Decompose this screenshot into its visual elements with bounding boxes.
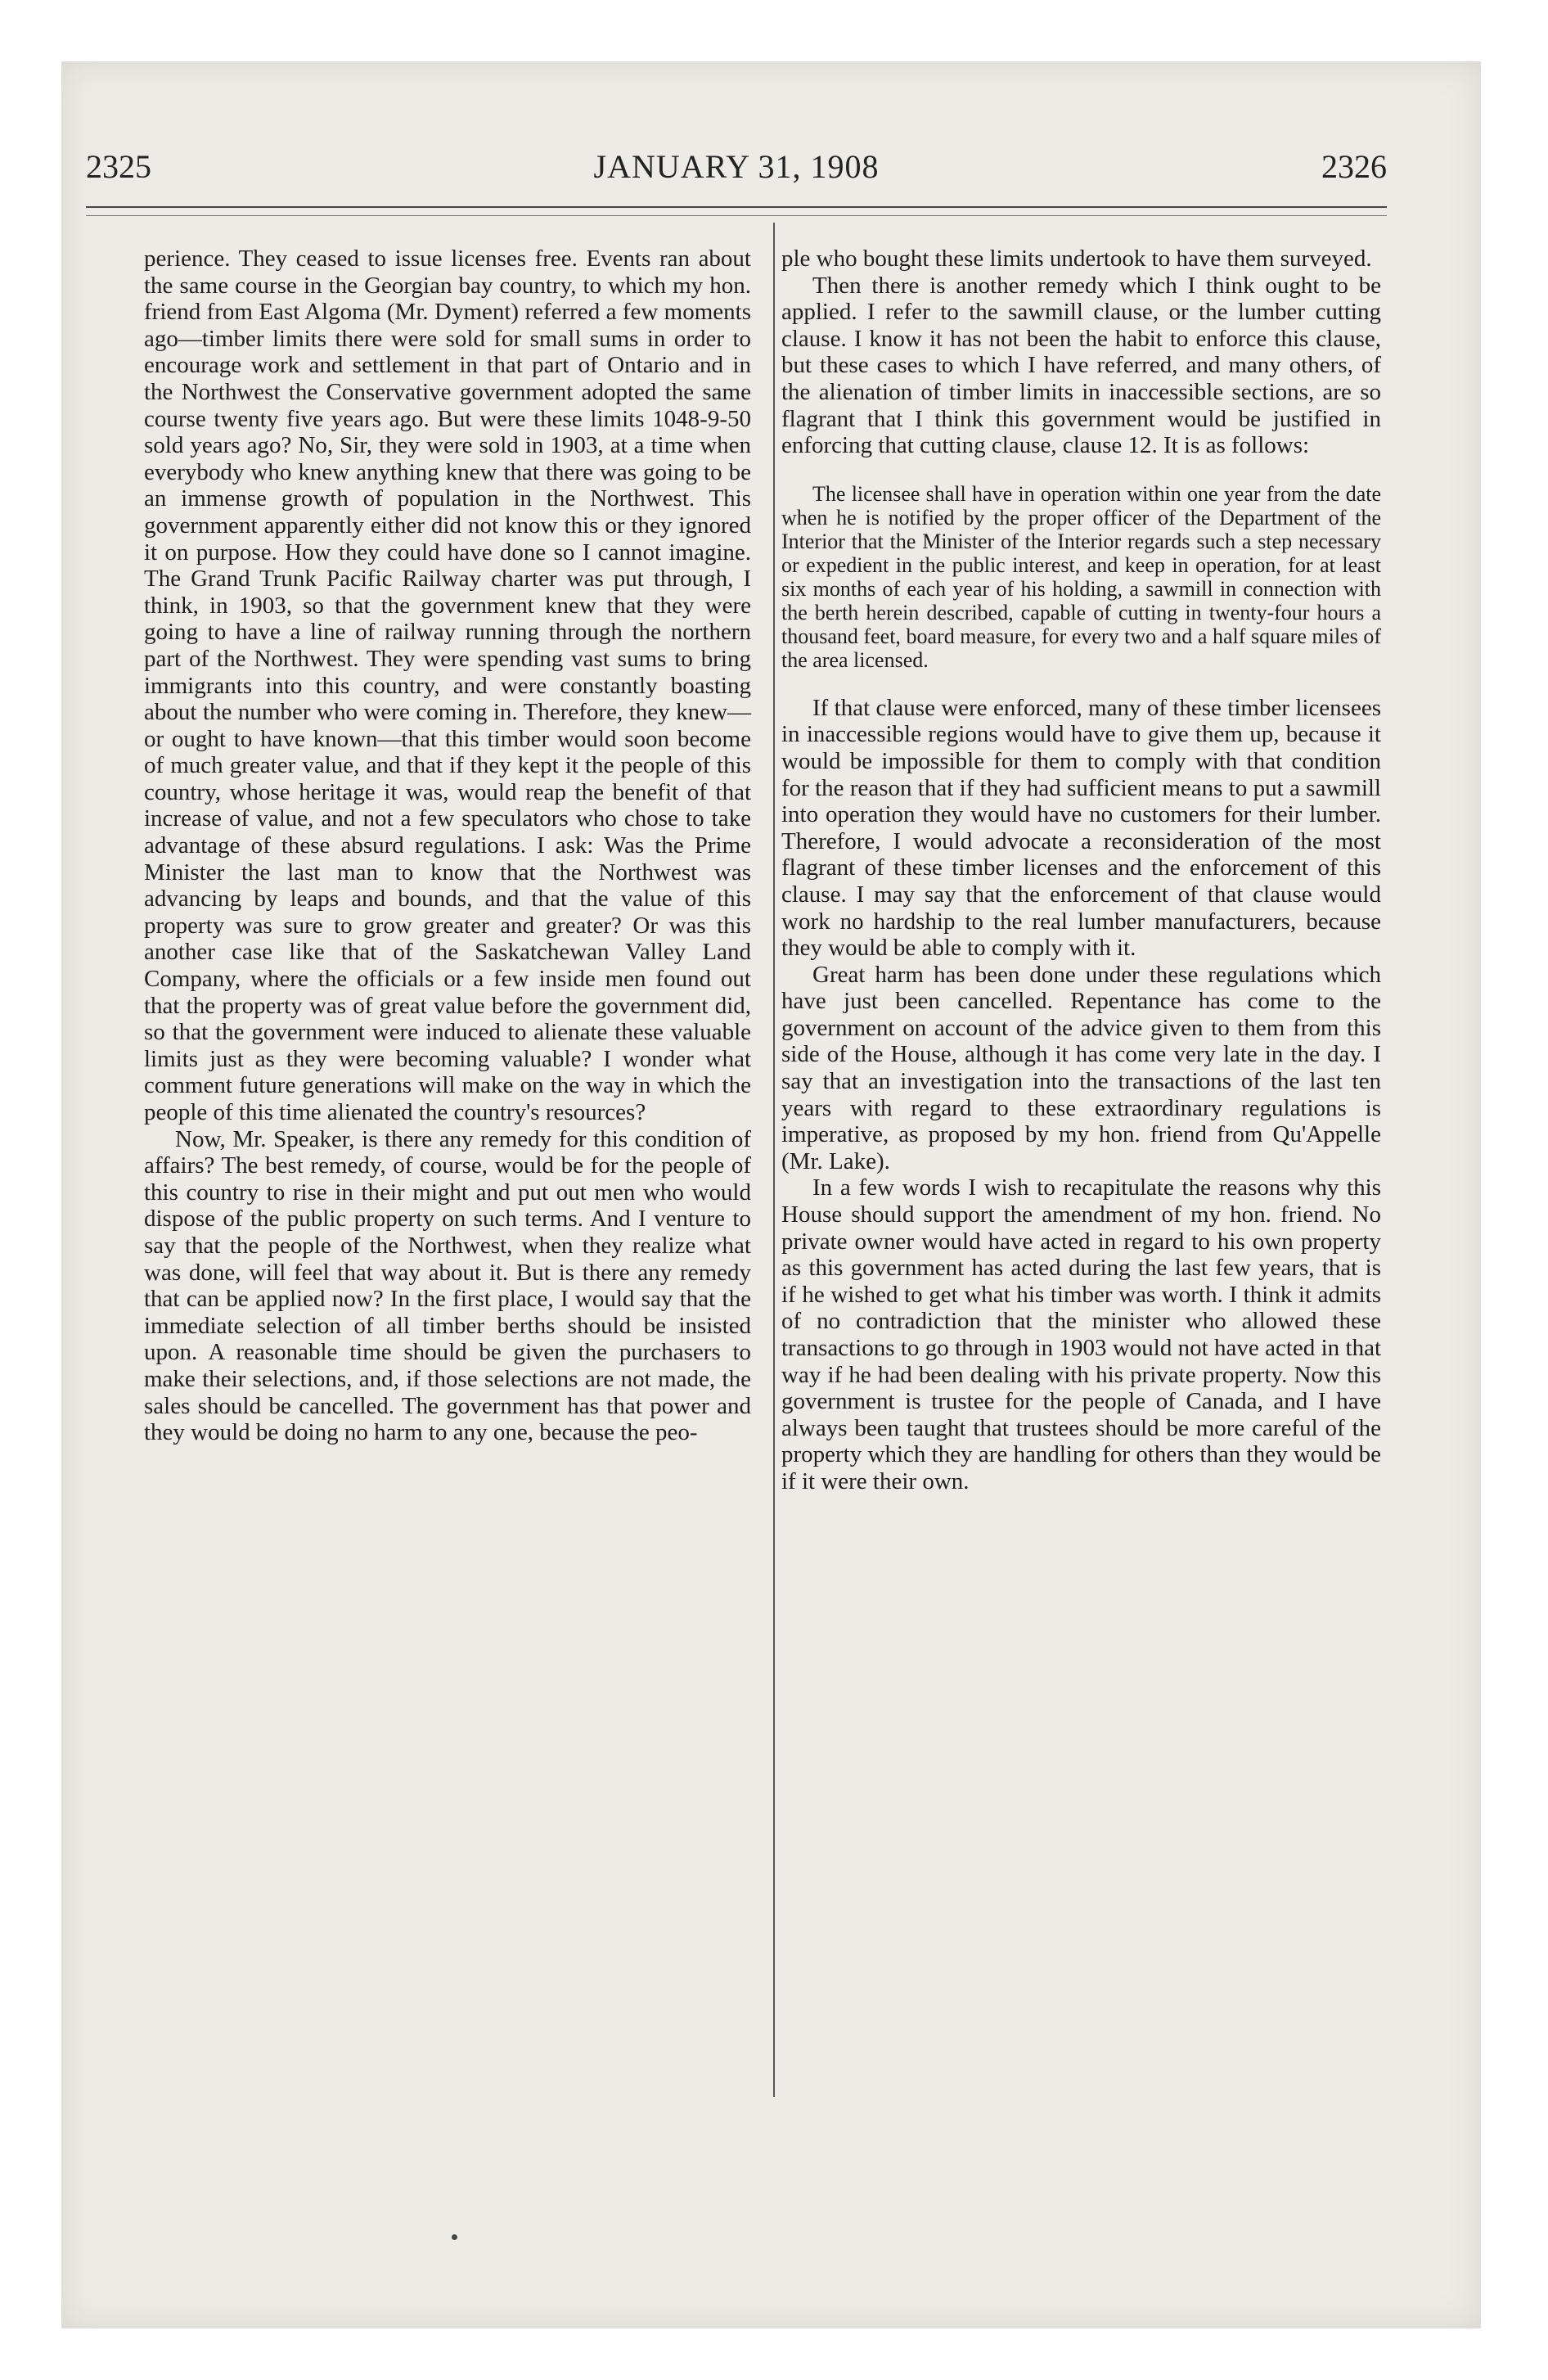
paragraph: Then there is another remedy which I think ought to be applied. I refer to the sawmill clause, or the lumber cutting clause. I know it has not been the habit to enforce this clause, but these cases to which I have referred, and many others, of the alienation of timber limits in inaccessible sections, are so flagrant that I think this government would be justified in enforcing that cutting clause, clause 12. It is as follows: [781, 272, 1381, 459]
quoted-clause: The licensee shall have in operation within one year from the date when he is notified by the proper officer of the Department of the Interior that the Minister of the Interior regards such a step necessary or expedient in the public interest, and keep in operation, for at least six months of each year of his holding, a sawmill in connection with the berth herein described, capable of cutting in twenty-four hours a thousand feet, board measure, for every two and a half square miles of the area licensed. [781, 481, 1381, 672]
header-rule-thin [86, 215, 1387, 216]
page-date-title: JANUARY 31, 1908 [593, 148, 880, 185]
header-rule [86, 206, 1387, 208]
paragraph: ple who bought these limits undertook to have them surveyed. [781, 246, 1372, 272]
ink-speck [452, 2234, 457, 2240]
page-number-left: 2325 [86, 148, 151, 185]
page-number-right: 2326 [1321, 148, 1387, 185]
paragraph: Great harm has been done under these regulations which have just been cancelled. Repentance has come to the government on account of the advice given to them from this side of the House, although it has come very late in the day. I say that an investigation into the transactions of the last ten years with regard to these extraordinary regulations is imperative, as proposed by my hon. friend from Qu'Appelle (Mr. Lake). [781, 961, 1381, 1174]
left-column [144, 246, 751, 1446]
paragraph: If that clause were enforced, many of these timber licensees in inaccessible regions would have to give them up, because it would be impossible for them to comply with that condition for the reason that if they had sufficient means to put a sawmill into operation they would have no customers for their lumber. Therefore, I would advocate a reconsideration of the most flagrant of these timber licenses and the enforcement of this clause. I may say that the enforcement of that clause would work no hardship to the real lumber manufacturers, because they would be able to comply with it. [781, 694, 1381, 962]
paragraph: perience. They ceased to issue licenses free. Events ran about the same course in the Georgian bay country, to which my hon. friend from East Algoma (Mr. Dyment) referred a few moments ago—timber limits there were sold for small sums in order to encourage work and settlement in that part of Ontario and in the Northwest the Conservative government adopted the same course twenty five years ago. But were these limits 1048-9-50 sold years ago? No, Sir, they were sold in 1903, at a time when everybody who knew anything knew that there was going to be an immense growth of population in the Northwest. This government apparently either did not know this or they ignored it on purpose. How they could have done so I cannot imagine. The Grand Trunk Pacific Railway charter was put through, I think, in 1903, so that the government knew that they were going to have a line of railway running through the northern part of the Northwest. They were spending vast sums to bring immigrants into this country, and were constantly boasting about the number who were coming in. Therefore, they knew—or ought to have known—that this timber would soon become of much greater value, and that if they kept it the people of this country, whose heritage it was, would reap the benefit of that increase of value, and not a few speculators who chose to take advantage of these absurd regulations. I ask: Was the Prime Minister the last man to know that the Northwest was advancing by leaps and bounds, and that the value of this property was sure to grow greater and greater? Or was this another case like that of the Saskatchewan Valley Land Company, where the officials or a few inside men found out that the property was of great value before the government did, so that the government were induced to alienate these valuable limits just as they were becoming valuable? I wonder what comment future generations will make on the way in which the people of this time alienated the country's resources? [144, 246, 751, 1125]
column-divider [773, 223, 775, 2097]
page-header [86, 147, 1387, 196]
paragraph: In a few words I wish to recapitulate the reasons why this House should support the amendment of my hon. friend. No private owner would have acted in regard to his own property as this government has acted during the last few years, that is if he wished to get what his timber was worth. I think it admits of no contradiction that the minister who allowed these transactions to go through in 1903 would not have acted in that way if he had been dealing with his private property. Now this government is trustee for the people of Canada, and I have always been taught that trustees should be more careful of the property which they are handling for others than they would be if it were their own. [781, 1174, 1381, 1494]
paragraph: Now, Mr. Speaker, is there any remedy for this condition of affairs? The best remedy, of course, would be for the people of this country to rise in their might and put out men who would dispose of the public property on such terms. And I venture to say that the people of the Northwest, when they realize what was done, will feel that way about it. But is there any remedy that can be applied now? In the first place, I would say that the immediate selection of all timber berths should be insisted upon. A reasonable time should be given the purchasers to make their selections, and, if those selections are not made, the sales should be cancelled. The government has that power and they would be doing no harm to any one, because the peo- [144, 1125, 751, 1446]
right-column [781, 246, 1381, 1495]
